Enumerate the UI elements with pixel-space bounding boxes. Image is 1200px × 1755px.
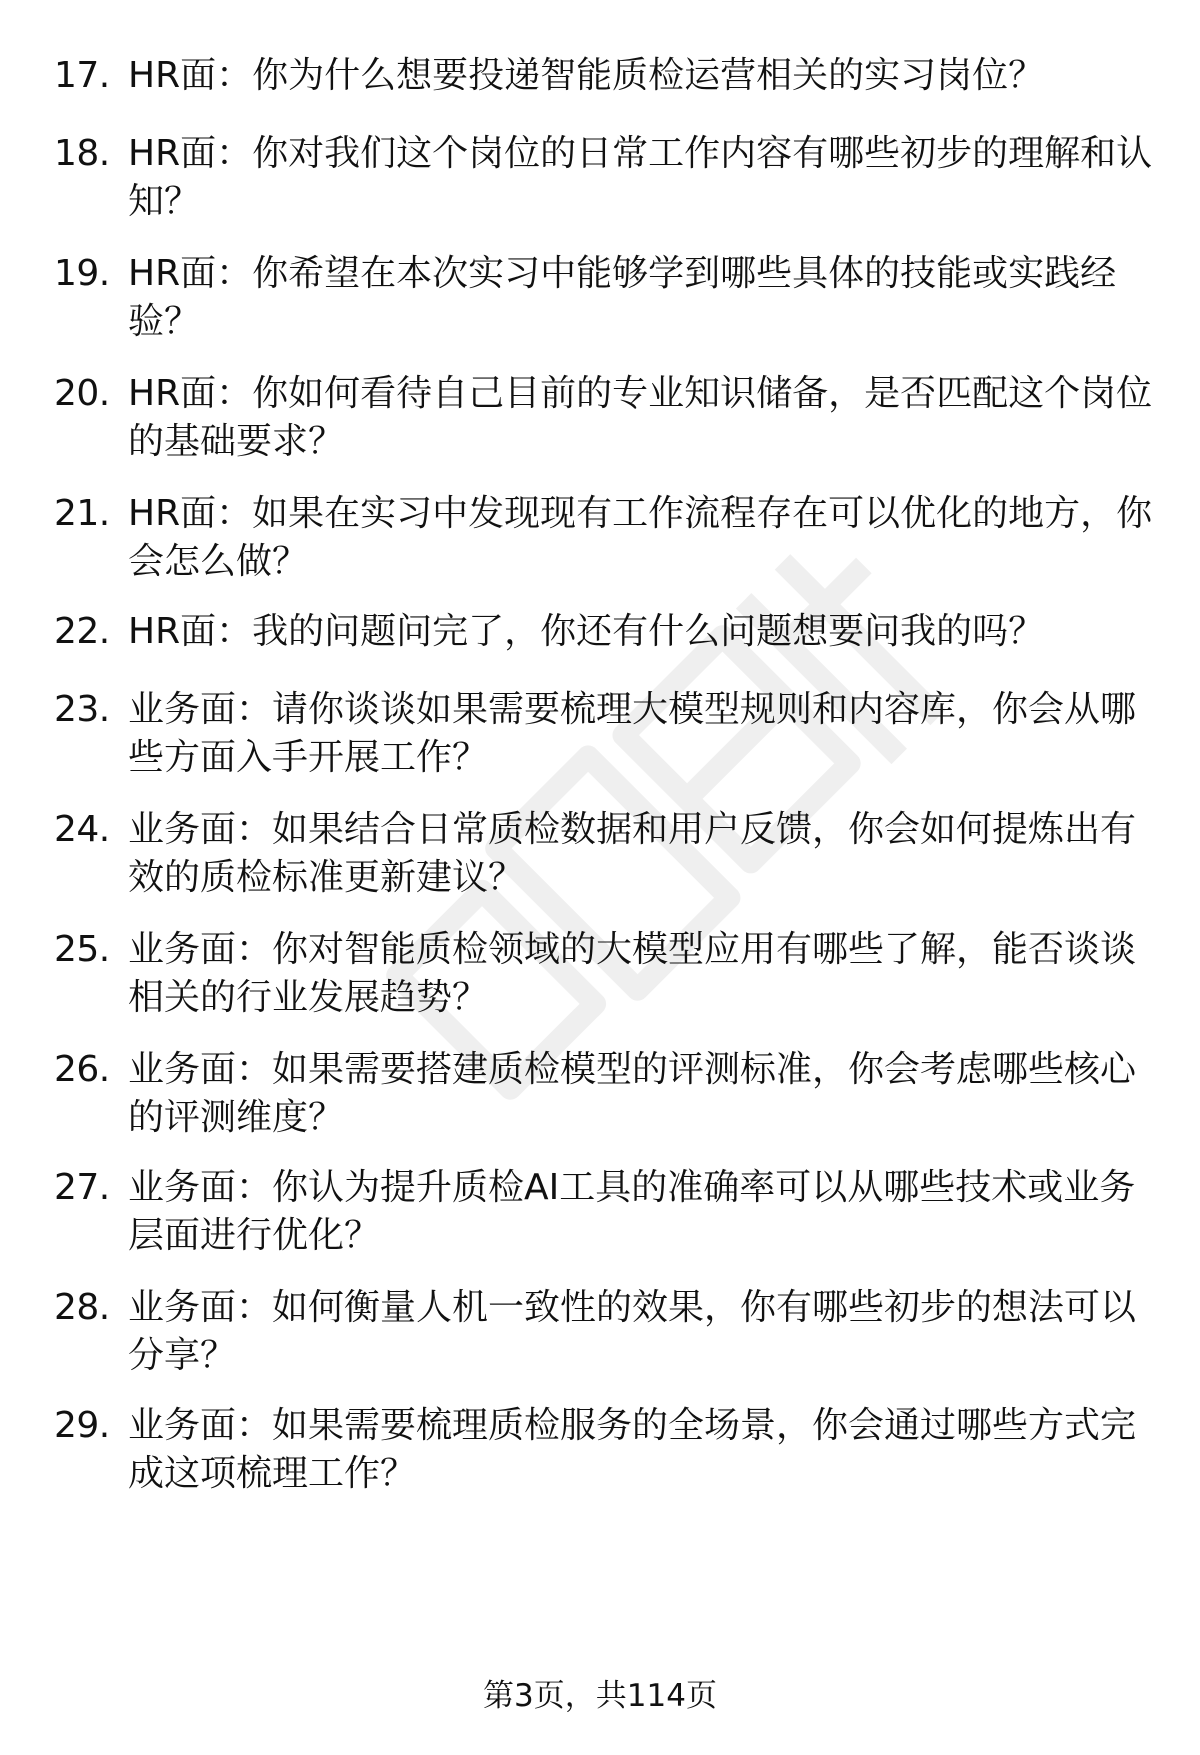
question-line: 业务面：你对智能质检领域的大模型应用有哪些了解，能否谈谈 [128,929,1137,970]
question-number: 18. [54,133,110,174]
question-number: 27. [54,1167,110,1208]
question-number: 24. [54,809,110,850]
question-line: 业务面：你认为提升质检AI工具的准确率可以从哪些技术或业务 [128,1167,1136,1208]
page-number: 第3页，共114页 [483,1678,717,1714]
question-text [128,686,1163,782]
question-number: 26. [54,1049,110,1090]
question-line: HR面：你如何看待自己目前的专业知识储备，是否匹配这个岗位 [128,373,1153,414]
question-text [128,250,1163,346]
question-text [128,52,1163,100]
question-line: 分享？ [128,1335,237,1376]
question-number: 17. [54,55,110,96]
question-number: 20. [54,373,110,414]
question-number: 28. [54,1287,110,1328]
question-line: 业务面：如果需要搭建质检模型的评测标准，你会考虑哪些核心 [128,1049,1137,1090]
question-line: 验？ [128,301,201,342]
question-line: 业务面：如果需要梳理质检服务的全场景，你会通过哪些方式完 [128,1405,1137,1446]
question-text [128,806,1163,902]
question-number: 19. [54,253,110,294]
question-line: 会怎么做？ [128,541,309,582]
question-line: 相关的行业发展趋势？ [128,977,489,1018]
question-line: 业务面：请你谈谈如果需要梳理大模型规则和内容库，你会从哪 [128,689,1137,730]
question-text [128,1284,1163,1380]
question-number: 21. [54,493,110,534]
question-text [128,1046,1163,1142]
question-line: 些方面入手开展工作？ [128,737,489,778]
question-text [128,370,1163,466]
question-text [128,490,1163,586]
question-number: 25. [54,929,110,970]
question-line: 的评测维度？ [128,1097,345,1138]
question-number: 22. [54,611,110,652]
question-text [128,926,1163,1022]
question-line: 业务面：如果结合日常质检数据和用户反馈，你会如何提炼出有 [128,809,1137,850]
question-line: HR面：如果在实习中发现现有工作流程存在可以优化的地方，你 [128,493,1153,534]
question-line: 知？ [128,181,201,222]
question-line: 业务面：如何衡量人机一致性的效果，你有哪些初步的想法可以 [128,1287,1137,1328]
question-line: HR面：你对我们这个岗位的日常工作内容有哪些初步的理解和认 [128,133,1153,174]
question-line: 的基础要求？ [128,421,345,462]
question-line: HR面：你为什么想要投递智能质检运营相关的实习岗位？ [128,55,1045,96]
question-text [128,608,1163,656]
question-line: HR面：你希望在本次实习中能够学到哪些具体的技能或实践经 [128,253,1117,294]
question-line: HR面：我的问题问完了，你还有什么问题想要问我的吗？ [128,611,1045,652]
question-number: 23. [54,689,110,730]
question-number: 29. [54,1405,110,1446]
question-text [128,130,1163,226]
question-line: 成这项梳理工作？ [128,1453,417,1494]
question-line: 效的质检标准更新建议？ [128,857,525,898]
question-line: 层面进行优化？ [128,1215,381,1256]
question-text [128,1164,1163,1260]
question-text [128,1402,1163,1498]
